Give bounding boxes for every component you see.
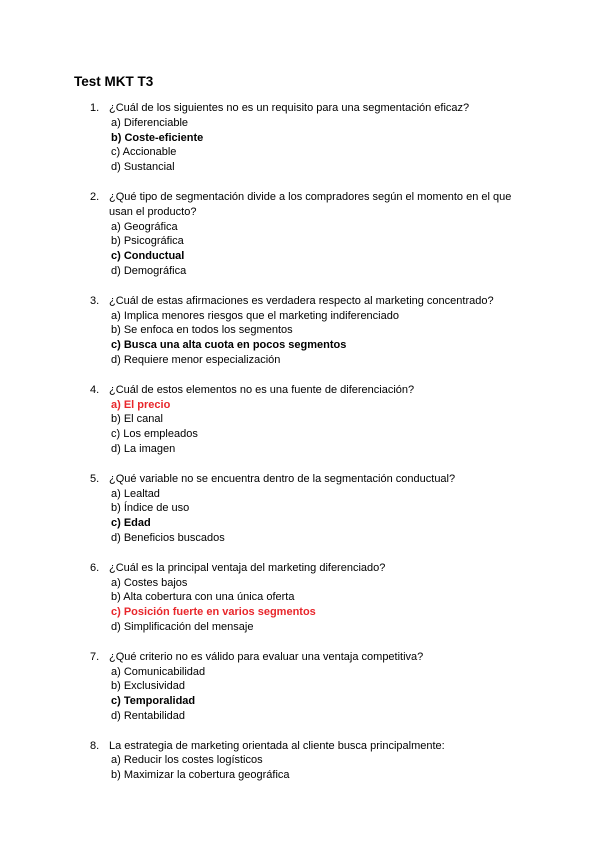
question-number: 5. <box>90 472 100 485</box>
question-list <box>0 101 600 798</box>
question-item <box>0 190 600 279</box>
answer-option: d) Demográfica <box>111 264 187 277</box>
question-item <box>0 383 600 457</box>
answer-option: b) Índice de uso <box>111 502 190 515</box>
answer-option-highlighted: c) Temporalidad <box>111 695 196 708</box>
answer-option: b) El canal <box>111 413 163 426</box>
answer-option: d) Requiere menor especialización <box>111 353 281 366</box>
answer-option: a) Reducir los costes logísticos <box>111 754 263 767</box>
answer-option: a) Comunicabilidad <box>111 665 206 678</box>
answer-option-highlighted: c) Edad <box>111 517 151 530</box>
answer-option: c) Los empleados <box>111 428 198 441</box>
answer-option-highlighted: c) Posición fuerte en varios segmentos <box>111 606 316 619</box>
answer-option: b) Alta cobertura con una única oferta <box>111 591 295 604</box>
answer-option: d) Simplificación del mensaje <box>111 620 254 633</box>
answer-options <box>111 665 600 724</box>
question-item <box>0 472 600 546</box>
answer-options <box>111 576 600 635</box>
answer-option-highlighted: b) Coste-eficiente <box>111 131 204 144</box>
question-text: ¿Cuál de los siguientes no es un requisito para una segmentación eficaz? <box>109 102 470 114</box>
question-text: ¿Cuál es la principal ventaja del marketing diferenciado? <box>109 561 386 574</box>
question-text: ¿Qué tipo de segmentación divide a los compradores según el momento en el que usan el producto? <box>109 190 512 218</box>
question-item <box>0 650 600 724</box>
answer-option: d) Rentabilidad <box>111 709 185 722</box>
question-number: 4. <box>90 383 100 396</box>
answer-option: b) Psicográfica <box>111 235 184 248</box>
answer-option: a) Geográfica <box>111 220 178 233</box>
answer-options <box>111 398 600 457</box>
answer-option-highlighted: a) El precio <box>111 398 171 411</box>
answer-option: b) Maximizar la cobertura geográfica <box>111 769 290 782</box>
answer-option: d) Beneficios buscados <box>111 531 225 544</box>
question-number: 2. <box>90 190 100 203</box>
answer-option: d) La imagen <box>111 442 176 455</box>
answer-option: b) Se enfoca en todos los segmentos <box>111 324 293 337</box>
answer-option-highlighted: c) Busca una alta cuota en pocos segmentos <box>111 339 347 352</box>
answer-option: a) Implica menores riesgos que el marketing indiferenciado <box>111 309 399 322</box>
question-number: 8. <box>90 739 100 752</box>
answer-option-highlighted: c) Conductual <box>111 250 185 263</box>
question-number: 7. <box>90 650 100 663</box>
question-text: ¿Cuál de estos elementos no es una fuente de diferenciación? <box>109 383 415 396</box>
answer-option: c) Accionable <box>111 146 177 159</box>
answer-options <box>111 487 600 546</box>
answer-option: a) Diferenciable <box>111 116 189 129</box>
answer-options <box>111 116 600 175</box>
question-item <box>0 739 600 783</box>
question-item <box>0 294 600 368</box>
question-text: ¿Qué criterio no es válido para evaluar una ventaja competitiva? <box>109 650 424 663</box>
answer-options <box>111 309 600 368</box>
question-item <box>0 561 600 635</box>
question-item <box>0 101 600 175</box>
answer-options <box>111 220 600 279</box>
question-text: La estrategia de marketing orientada al cliente busca principalmente: <box>109 739 445 752</box>
answer-option: d) Sustancial <box>111 161 175 174</box>
page-title: Test MKT T3 <box>74 74 154 89</box>
answer-options <box>111 753 600 783</box>
answer-option: a) Lealtad <box>111 487 160 500</box>
answer-option: a) Costes bajos <box>111 576 188 589</box>
question-text: ¿Qué variable no se encuentra dentro de la segmentación conductual? <box>109 472 456 485</box>
question-text: ¿Cuál de estas afirmaciones es verdadera respecto al marketing concentrado? <box>109 294 494 307</box>
question-number: 6. <box>90 561 100 574</box>
answer-option: b) Exclusividad <box>111 680 185 693</box>
question-number: 1. <box>90 102 100 114</box>
question-number: 3. <box>90 294 100 307</box>
